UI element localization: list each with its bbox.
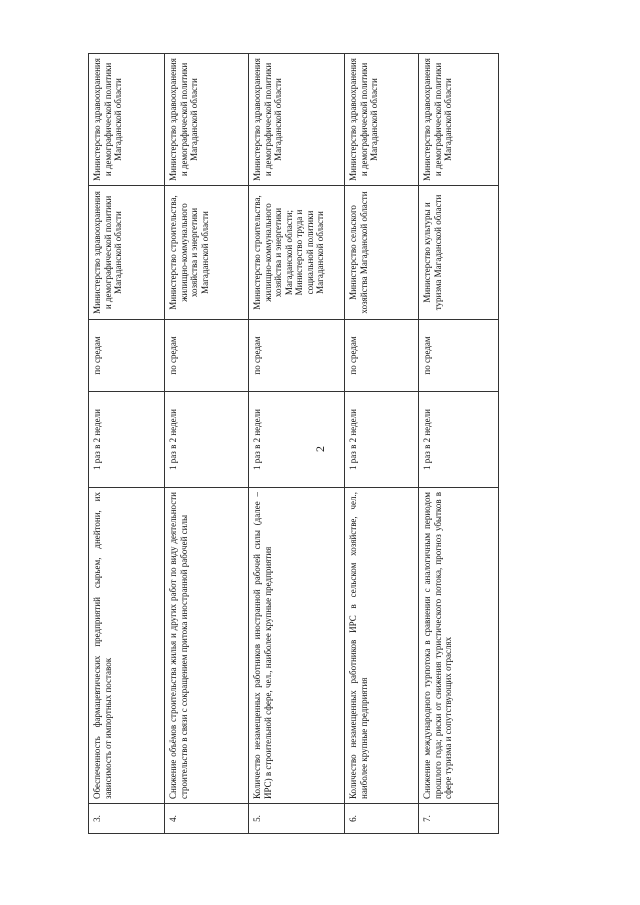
row-number: 5. bbox=[249, 804, 345, 834]
monitoring-table-container bbox=[88, 54, 498, 834]
table-row bbox=[249, 54, 345, 834]
indicator-cell: Количество незамещенных работников иностранной рабочей силы (далее – ИРС) в строительной сфере, чел., наиболее крупные предприятия bbox=[249, 488, 345, 804]
monitoring-table bbox=[88, 53, 499, 834]
day-cell: по средам bbox=[345, 320, 419, 392]
coordinator-cell: Министерство здравоохранения и демографической политики Магаданской области bbox=[419, 54, 499, 186]
responsible-cell: Министерство здравоохранения и демографической политики Магаданской области bbox=[89, 186, 165, 320]
row-number: 7. bbox=[419, 804, 499, 834]
responsible-cell: Министерство культуры и туризма Магаданской области bbox=[419, 186, 499, 320]
frequency-cell: 1 раз в 2 недели bbox=[419, 392, 499, 488]
frequency-cell: 1 раз в 2 недели bbox=[89, 392, 165, 488]
table-row bbox=[419, 54, 499, 834]
coordinator-cell: Министерство здравоохранения и демографической политики Магаданской области bbox=[89, 54, 165, 186]
row-number: 6. bbox=[345, 804, 419, 834]
indicator-cell: Снижение международного турпотока в сравнении с аналогичным периодом прошлого года; риски от снижения туристического потока, прогноз убытков в сфере туризма и сопутствующих отраслях bbox=[419, 488, 499, 804]
indicator-cell: Количество незамещенных работников ИРС в сельском хозяйстве, чел., наиболее крупные предприятия bbox=[345, 488, 419, 804]
coordinator-cell: Министерство здравоохранения и демографической политики Магаданской области bbox=[249, 54, 345, 186]
frequency-cell: 1 раз в 2 недели bbox=[165, 392, 249, 488]
responsible-cell: Министерство строительства, жилищно-коммунального хозяйства и энергетики Магаданской области; Министерство труда и социальной политики Магаданской области bbox=[249, 186, 345, 320]
indicator-cell: Обеспеченность фармацевтических предприятий сырьем, днейтони, их зависимость от импортных поставок bbox=[89, 488, 165, 804]
table-row bbox=[165, 54, 249, 834]
coordinator-cell: Министерство здравоохранения и демографической политики Магаданской области bbox=[165, 54, 249, 186]
coordinator-cell: Министерство здравоохранения и демографической политики Магаданской области bbox=[345, 54, 419, 186]
responsible-cell: Министерство строительства, жилищно-коммунального хозяйства и энергетики Магаданской области bbox=[165, 186, 249, 320]
day-cell: по средам bbox=[249, 320, 345, 392]
table-row bbox=[345, 54, 419, 834]
frequency-cell: 1 раз в 2 недели bbox=[249, 392, 345, 488]
day-cell: по средам bbox=[419, 320, 499, 392]
responsible-cell: Министерство сельского хозяйства Магаданской области bbox=[345, 186, 419, 320]
day-cell: по средам bbox=[165, 320, 249, 392]
table-row bbox=[89, 54, 165, 834]
indicator-cell: Снижение объёмов строительства жилья и других работ по виду деятельности строительство в связи с сокращением притока иностранной рабочей силы bbox=[165, 488, 249, 804]
page-number: 2 bbox=[313, 446, 327, 452]
frequency-cell: 1 раз в 2 недели bbox=[345, 392, 419, 488]
day-cell: по средам bbox=[89, 320, 165, 392]
row-number: 4. bbox=[165, 804, 249, 834]
row-number: 3. bbox=[89, 804, 165, 834]
